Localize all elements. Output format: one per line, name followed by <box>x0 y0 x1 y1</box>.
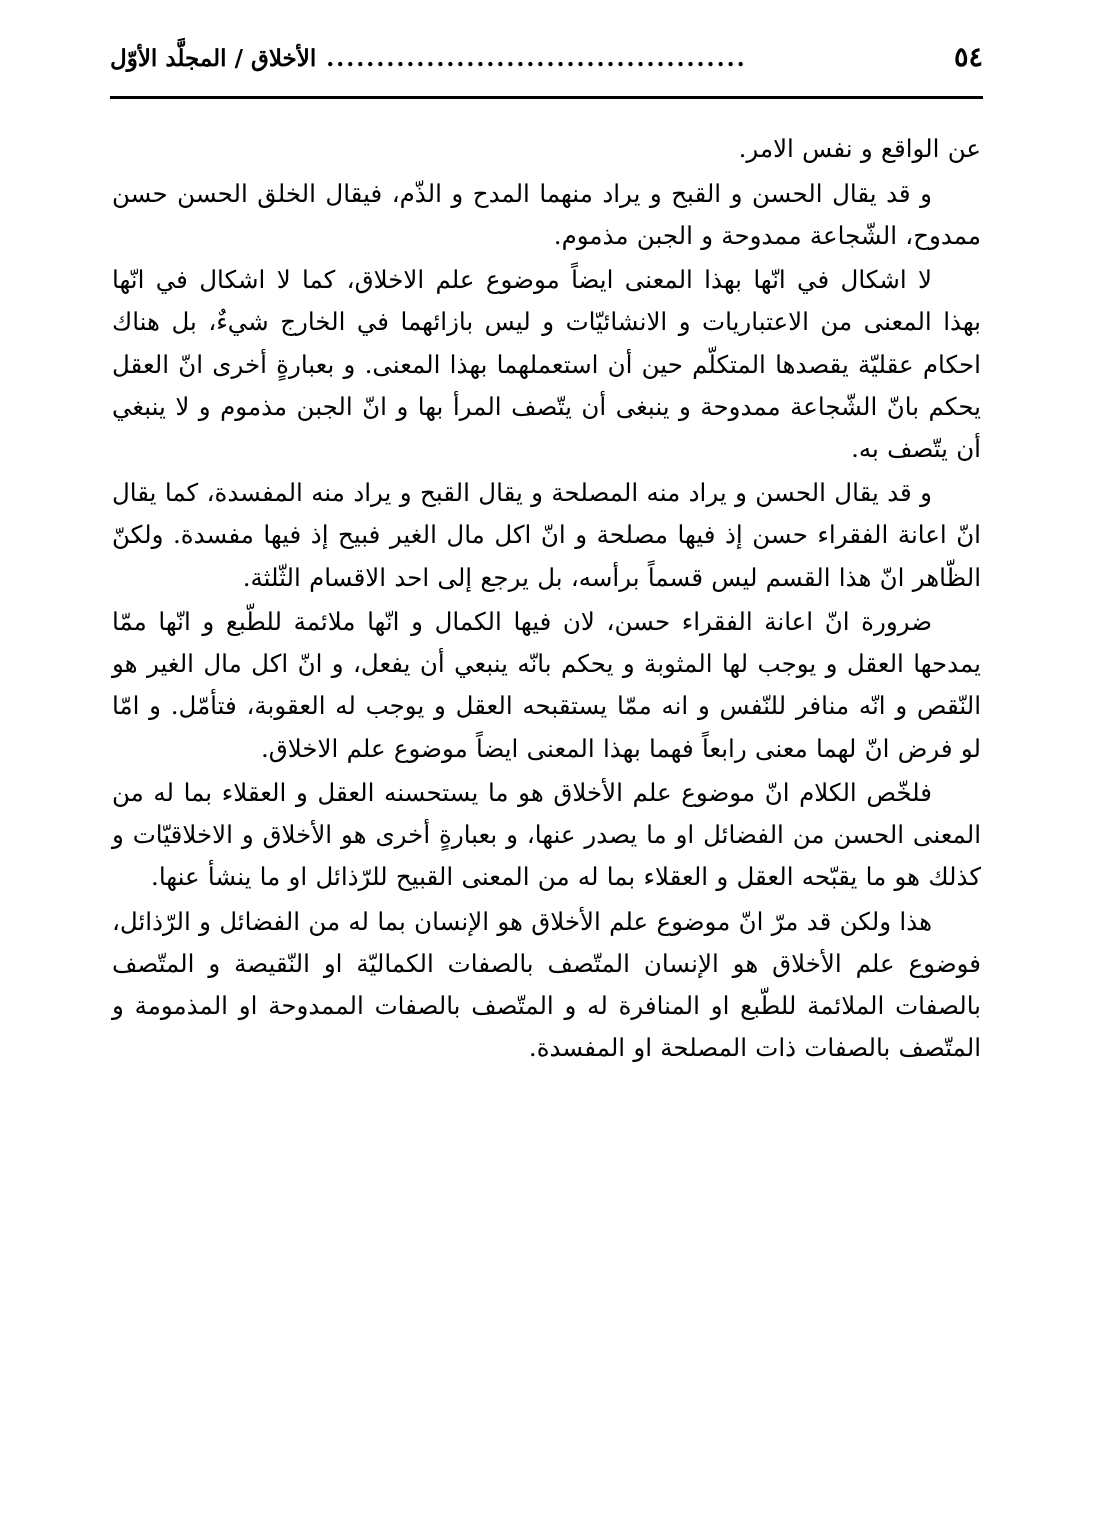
paragraph-7: هذا ولكن قد مرّ انّ موضوع علم الأخلاق هو الإنسان بما له من الفضائل و الرّذائل، فوضوع علم الأخلاق هو الإنسان المتّصف بالصفات الكماليّة او النّقيصة و المتّصف بالصفات الملائمة للطّبع او المنافرة له و المتّصف بالصفات الممدوحة او المذمومة و المتّصف بالصفات ذات المصلحة او المفسدة. <box>112 906 981 1063</box>
paragraph-1: عن الواقع و نفس الامر. <box>738 134 981 163</box>
header-rule <box>110 96 983 99</box>
paragraph-3: لا اشكال في انّها بهذا المعنى ايضاً موضوع علم الاخلاق، كما لا اشكال في انّها بهذا المعنى من الاعتباريات و الانشائيّات و ليس بازائهما في الخارج شيءٌ، بل هناك احكام عقليّة يقصدها المتكلّم حين أن استعملهما بهذا المعنى. و بعبارةٍ أخرى انّ العقل يحكم بانّ الشّجاعة ممدوحة و ينبغى أن يتّصف المرأ بها و انّ الجبن مذموم و لا ينبغي أن يتّصف به. <box>112 265 981 463</box>
header-line <box>110 42 983 73</box>
paragraph-4: و قد يقال الحسن و يراد منه المصلحة و يقال القبح و يراد منه المفسدة، كما يقال انّ اعانة الفقراء حسن إذ فيها مصلحة و انّ اكل مال الغير فبيح إذ فيها مفسدة. ولكنّ الظّاهر انّ هذا القسم ليس قسماً برأسه، بل يرجع إلى احد الاقسام الثّلثة. <box>112 478 981 592</box>
paragraph-5: ضرورة انّ اعانة الفقراء حسن، لان فيها الكمال و انّها ملائمة للطّبع و انّها ممّا يمدحها العقل و يوجب لها المثوبة و يحكم بانّه ينبعي أن يفعل، و انّ اكل مال الغير هو النّقص و انّه منافر للنّفس و انه ممّا يستقبحه العقل و يوجب له العقوبة، فتأمّل. و امّا لو فرض انّ لهما معنى رابعاً فهما بهذا المعنى ايضاً موضوع علم الاخلاق. <box>112 607 981 763</box>
paragraph-6: فلخّص الكلام انّ موضوع علم الأخلاق هو ما يستحسنه العقل و العقلاء بما له من المعنى الحسن من الفضائل او ما يصدر عنها، و بعبارةٍ أخرى هو الأخلاق و الاخلاقيّات و كذلك هو ما يقبّحه العقل و العقلاء بما له من المعنى القبيح للرّذائل او ما ينشأ عنها. <box>112 778 981 892</box>
header-title: الأخلاق / المجلَّد الأوّل <box>110 45 317 72</box>
page-header <box>110 42 983 94</box>
body-text <box>112 128 981 1072</box>
paragraph-2: و قد يقال الحسن و القبح و يراد منهما المدح و الذّم، فيقال الخلق الحسن حسن ممدوح، الشّجاعة ممدوحة و الجبن مذموم. <box>112 178 981 250</box>
header-dot-leader: .......................................... <box>326 47 747 70</box>
page-number: ٥٤ <box>953 42 983 73</box>
